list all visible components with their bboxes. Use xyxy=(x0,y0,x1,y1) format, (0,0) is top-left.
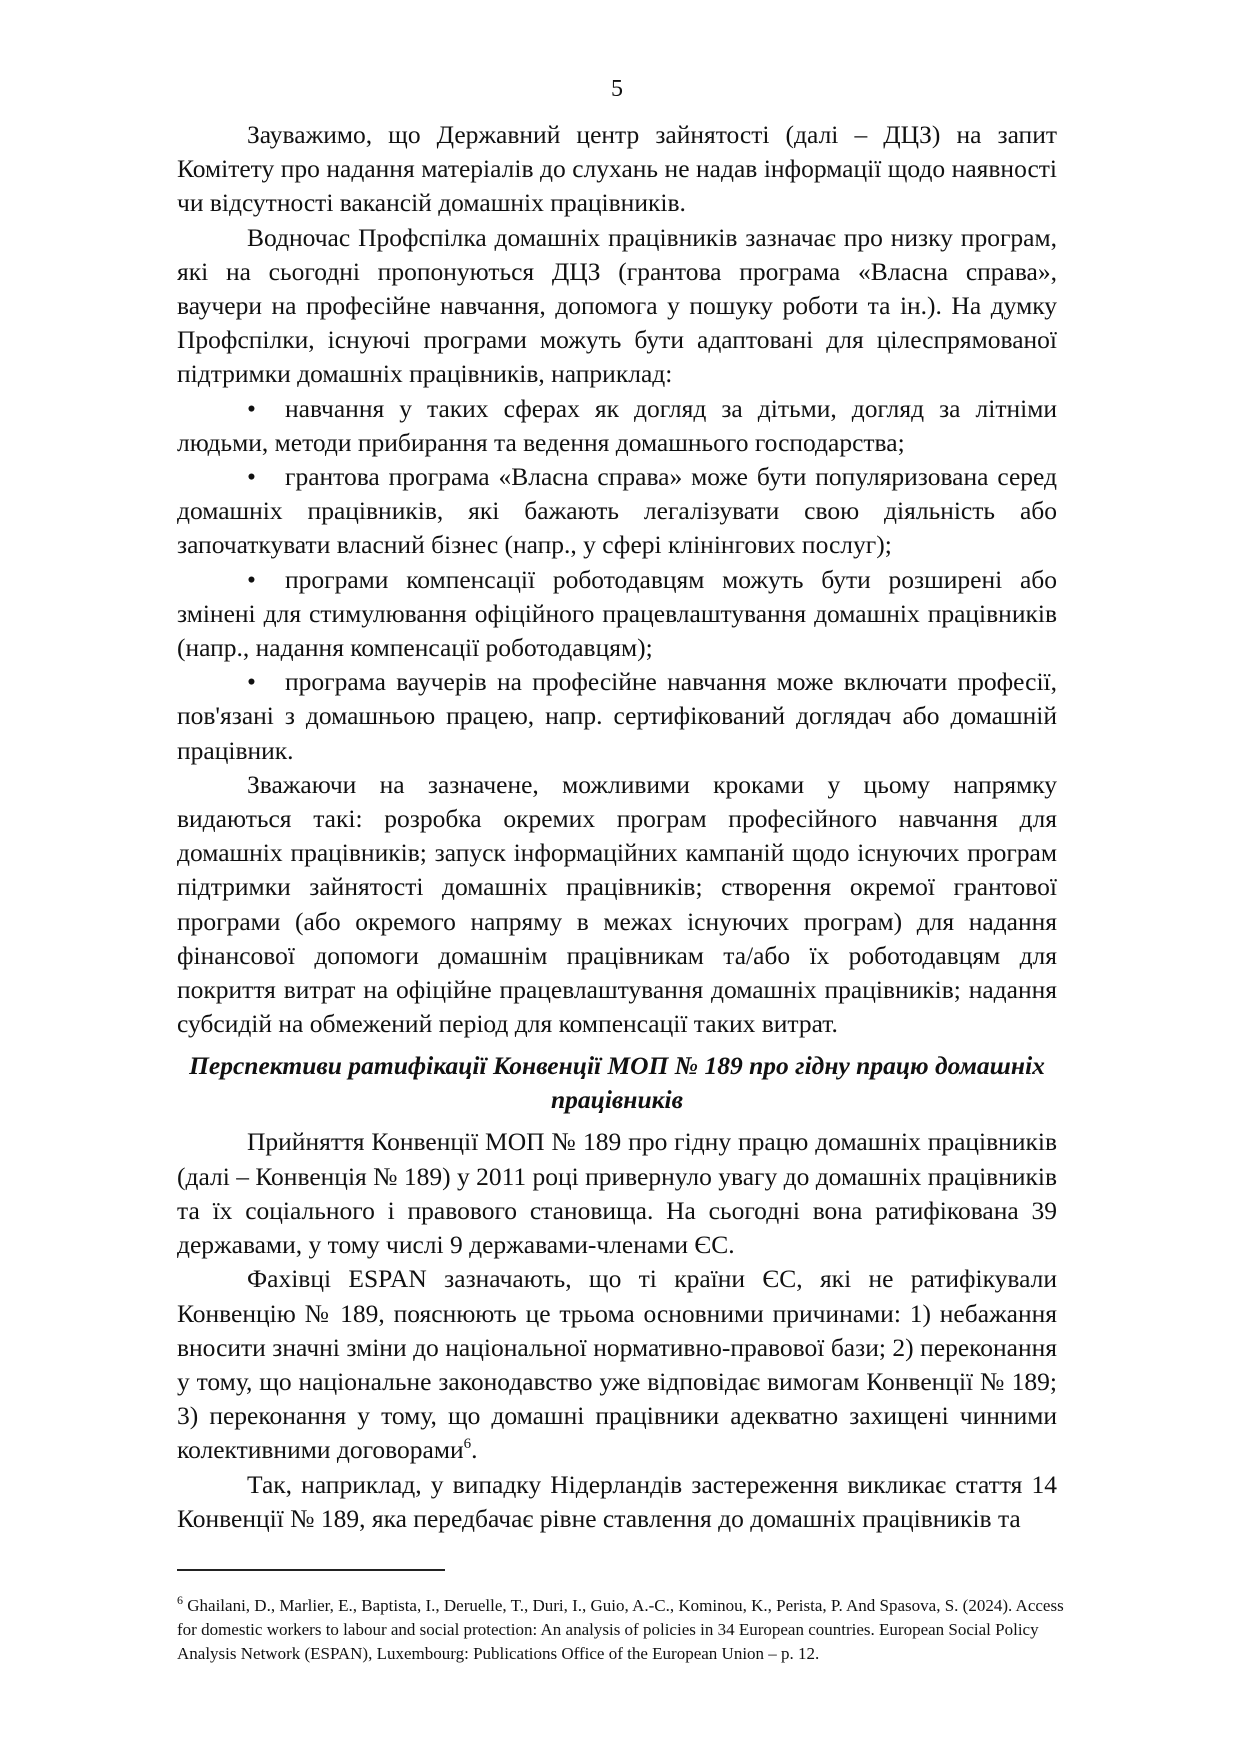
document-body xyxy=(177,118,1057,1536)
list-item-text: програма ваучерів на професійне навчання може включати професії, пов'язані з домашньою працею, напр. сертифікований доглядач або домашній працівник. xyxy=(177,667,1057,765)
footnote xyxy=(177,1594,1067,1666)
footnote-reference[interactable]: 6 xyxy=(463,1436,472,1453)
footnote-separator xyxy=(177,1569,445,1571)
paragraph-text: Фахівці ESPAN зазначають, що ті країни ЄС, які не ратифікували Конвенцію № 189, пояснюють це трьома основними причинами: 1) небажання вносити значні зміни до національної нормативно-правової бази; 2) переконання у тому, що національне законодавство уже відповідає вимогам Конвенції № 189; 3) переконання у тому, що домашні працівники адекватно захищені чинними колективними договорами xyxy=(177,1264,1057,1465)
paragraph xyxy=(177,1262,1057,1467)
list-item xyxy=(177,563,1057,666)
bullet-icon: • xyxy=(247,393,256,423)
list-item-text: навчання у таких сферах як догляд за дітьми, догляд за літніми людьми, методи прибирання та ведення домашнього господарства; xyxy=(177,393,1057,457)
paragraph: Так, наприклад, у випадку Нідерландів застереження викликає стаття 14 Конвенції № 189, яка передбачає рівне ставлення до домашніх працівників та xyxy=(177,1469,1057,1533)
list-item xyxy=(177,665,1057,768)
footnote-number: 6 xyxy=(177,1593,183,1607)
paragraph: Зауважимо, що Державний центр зайнятості (далі – ДЦЗ) на запит Комітету про надання матеріалів до слухань не надав інформації щодо наявності чи відсутності вакансій домашніх працівників. xyxy=(177,120,1057,218)
list-item xyxy=(177,460,1057,563)
list-item xyxy=(177,392,1057,460)
paragraph: Прийняття Конвенції МОП № 189 про гідну працю домашніх працівників (далі – Конвенція № 189) у 2011 році привернуло увагу до домашніх працівників та їх соціального і правового становища. На сьогодні вона ратифікована 39 державами, у тому числі 9 державами-членами ЄС. xyxy=(177,1127,1058,1260)
bullet-icon: • xyxy=(247,564,256,594)
bullet-icon: • xyxy=(247,462,256,492)
list-item-text: програми компенсації роботодавцям можуть бути розширені або змінені для стимулювання офіційного працевлаштування домашніх працівників (напр., надання компенсації роботодавцям); xyxy=(177,564,1057,663)
paragraph: Водночас Профспілка домашніх працівників зазначає про низку програм, які на сьогодні пропонуються ДЦЗ (грантова програма «Власна справа», ваучери на професійне навчання, допомога у пошуку роботи та ін.). На думку Профспілки, існуючі програми можуть бути адаптовані для цілеспрямованої підтримки домашніх працівників, наприклад: xyxy=(177,222,1057,389)
section-heading: Перспективи ратифікації Конвенції МОП № 189 про гідну працю домашніх працівників xyxy=(189,1051,1045,1115)
paragraph: Зважаючи на зазначене, можливими кроками у цьому напрямку видаються такі: розробка окремих програм професійного навчання для домашніх працівників; запуск інформаційних кампаній щодо існуючих програм підтримки зайнятості домашніх працівників; створення окремої грантової програми (або окремого напряму в межах існуючих програм) для надання фінансової допомоги домашнім працівникам та/або їх роботодавцям для покриття витрат на офіційне працевлаштування домашніх працівників; надання субсидій на обмежений період для компенсації таких витрат. xyxy=(177,769,1057,1039)
paragraph-text-end: . xyxy=(471,1435,478,1465)
page-number: 5 xyxy=(611,76,623,102)
bullet-icon: • xyxy=(247,667,256,697)
footnote-text: Ghailani, D., Marlier, E., Baptista, I., Deruelle, T., Duri, I., Guio, A.-C., Kominou, K., Perista, P. And Spasova, S. (2024). Access for domestic workers to labour and social protection: An analysis of policies in 34 European countries. European Social Policy Analysis Network (ESPAN), Luxembourg: Publications Office of the European Union – p. 12. xyxy=(177,1596,1064,1663)
list-item-text: грантова програма «Власна справа» може бути популяризована серед домашніх працівників, які бажають легалізувати свою діяльність або започаткувати власний бізнес (напр., у сфері клінінгових послуг); xyxy=(177,462,1057,560)
